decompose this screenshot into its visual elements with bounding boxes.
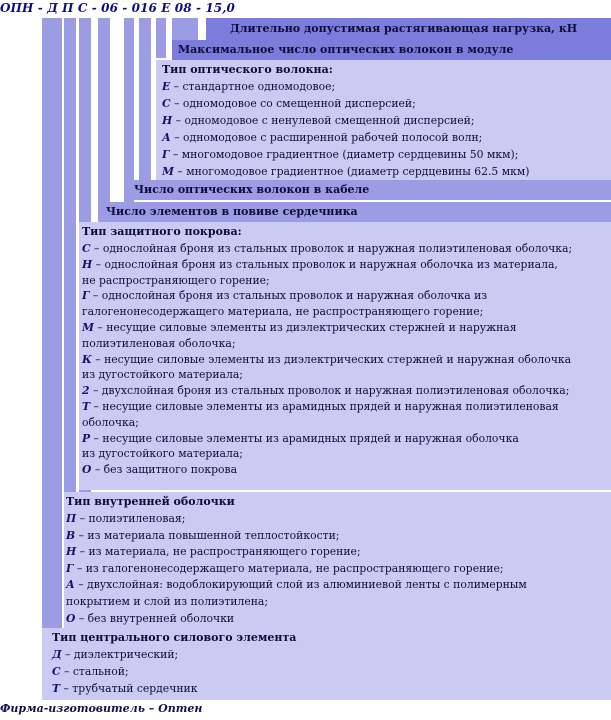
item-text: – полиэтиленовая; bbox=[76, 512, 186, 525]
core-elements-title: Число элементов в повиве сердечника bbox=[106, 205, 358, 218]
inner-sheath-item bbox=[66, 527, 339, 544]
item-text: – несущие силовые элементы из арамидных прядей и наружная оболочка bbox=[90, 431, 519, 445]
armor-item bbox=[82, 319, 517, 336]
item-text: – многомодовое градиентное (диаметр сердцевины 50 мкм); bbox=[169, 148, 519, 161]
fibers-in-cable-band bbox=[124, 180, 611, 200]
fiber-type-item bbox=[162, 146, 518, 163]
central-member-panel bbox=[42, 628, 611, 700]
guide-column-06 bbox=[124, 18, 134, 204]
fibers-in-cable-title: Число оптических волокон в кабеле bbox=[134, 183, 370, 196]
item-text: – одномодовое с ненулевой смещенной дисперсией; bbox=[172, 114, 475, 127]
item-key: 2 bbox=[82, 384, 90, 398]
item-continuation: полиэтиленовая оболочка; bbox=[82, 336, 236, 350]
central-member-item bbox=[52, 663, 129, 680]
item-continuation: из дугостойкого материала; bbox=[82, 447, 243, 461]
item-key: В bbox=[66, 528, 76, 542]
item-key: Г bbox=[82, 289, 90, 303]
tensile-load-band bbox=[206, 18, 611, 40]
guide-column-s bbox=[98, 18, 110, 222]
item-key: С bbox=[52, 665, 61, 678]
armor-panel bbox=[79, 222, 611, 490]
fiber-type-title: Тип оптического волокна: bbox=[162, 63, 333, 76]
guide-column-e bbox=[156, 18, 166, 58]
fibers-in-module-band bbox=[172, 40, 611, 60]
armor-item bbox=[82, 256, 558, 273]
item-text: – одномодовое со смещенной дисперсией; bbox=[170, 97, 416, 110]
fiber-type-item bbox=[162, 95, 416, 112]
item-key: А bbox=[66, 578, 75, 592]
guide-column-016 bbox=[139, 18, 151, 180]
item-continuation: оболочка; bbox=[82, 415, 139, 429]
item-key: П bbox=[66, 512, 77, 525]
item-continuation: из дугостойкого материала; bbox=[82, 368, 243, 382]
inner-sheath-item bbox=[66, 510, 185, 527]
item-key: Н bbox=[66, 545, 77, 559]
fiber-type-item bbox=[162, 129, 482, 146]
fibers-in-module-title: Максимальное число оптических волокон в модуле bbox=[178, 43, 514, 56]
manufacturer-line: Фирма-изготовитель – Оптен bbox=[0, 702, 203, 715]
fiber-type-item bbox=[162, 163, 530, 180]
item-text: – однослойная броня из стальных проволок и наружная полиэтиленовая оболочка; bbox=[90, 242, 573, 255]
item-text: – из материала повышенной теплостойкости; bbox=[75, 528, 340, 542]
item-key: А bbox=[162, 131, 171, 144]
guide-column-opn bbox=[42, 18, 62, 700]
fiber-type-item bbox=[162, 112, 474, 129]
fiber-type-item bbox=[162, 78, 335, 95]
item-text: – несущие силовые элементы из арамидных прядей и наружная полиэтиленовая bbox=[90, 400, 559, 413]
item-text: – без внутренней оболочки bbox=[75, 611, 235, 625]
central-member-title: Тип центрального силового элемента bbox=[52, 631, 297, 644]
item-key: Д bbox=[52, 648, 62, 661]
item-text: – одномодовое с расширенной рабочей полосой волн; bbox=[170, 131, 483, 144]
inner-sheath-item bbox=[66, 560, 504, 577]
inner-sheath-item bbox=[66, 610, 234, 627]
item-text: – несущие силовые элементы из диэлектрических стержней и наружная оболочка bbox=[91, 352, 572, 366]
inner-sheath-item bbox=[66, 576, 527, 593]
item-key: Т bbox=[52, 682, 61, 695]
item-text: – из галогенонесодержащего материала, не распространяющего горение; bbox=[73, 561, 504, 575]
armor-item bbox=[82, 351, 571, 368]
item-text: – однослойная броня из стальных проволок и наружная оболочка из bbox=[89, 289, 488, 303]
item-continuation: не распространяющего горение; bbox=[82, 273, 270, 287]
item-continuation: галогенонесодержащего материала, не распространяющего горение; bbox=[82, 305, 484, 319]
armor-item bbox=[82, 398, 559, 415]
item-text: – двухслойная броня из стальных проволок и наружная полиэтиленовая оболочка; bbox=[89, 384, 570, 398]
item-key: Т bbox=[82, 400, 91, 413]
fiber-type-panel bbox=[156, 60, 611, 180]
item-text: – трубчатый сердечник bbox=[60, 682, 198, 695]
armor-item bbox=[82, 461, 237, 478]
item-text: – многомодовое градиентное (диаметр сердцевины 62.5 мкм) bbox=[173, 165, 530, 178]
item-key: С bbox=[162, 97, 171, 110]
item-key: Р bbox=[82, 431, 91, 445]
central-member-item bbox=[52, 646, 178, 663]
armor-item bbox=[82, 287, 487, 304]
item-key: С bbox=[82, 242, 91, 255]
armor-item bbox=[82, 382, 569, 399]
item-key: Г bbox=[66, 561, 74, 575]
item-continuation: покрытием и слой из полиэтилена; bbox=[66, 595, 269, 608]
item-text: – из материала, не распространяющего горение; bbox=[76, 545, 361, 559]
item-key: Е bbox=[162, 80, 171, 93]
core-elements-band bbox=[98, 202, 611, 222]
item-key: О bbox=[82, 463, 92, 477]
item-text: – несущие силовые элементы из диэлектрических стержней и наружная bbox=[93, 321, 517, 334]
item-text: – стальной; bbox=[60, 665, 129, 678]
item-text: – без защитного покрова bbox=[91, 463, 238, 477]
inner-sheath-item bbox=[66, 543, 361, 560]
cable-code: ОПН - Д П С - 06 - 016 Е 08 - 15,0 bbox=[0, 1, 235, 15]
item-key: К bbox=[82, 352, 92, 366]
item-key: Г bbox=[162, 148, 170, 161]
item-key: Н bbox=[82, 257, 93, 271]
inner-sheath-panel bbox=[64, 492, 611, 628]
item-text: – однослойная броня из стальных проволок и наружная оболочка из материала, bbox=[92, 257, 558, 271]
armor-item bbox=[82, 430, 519, 447]
item-key: М bbox=[162, 165, 174, 178]
item-text: – диэлектрический; bbox=[61, 648, 179, 661]
guide-column-08 bbox=[172, 18, 198, 40]
item-key: О bbox=[66, 611, 76, 625]
inner-sheath-title: Тип внутренней оболочки bbox=[66, 495, 235, 508]
tensile-load-title: Длительно допустимая растягивающая нагрузка, кН bbox=[230, 22, 578, 35]
item-key: Н bbox=[162, 114, 173, 127]
item-key: М bbox=[82, 321, 94, 334]
item-text: – стандартное одномодовое; bbox=[170, 80, 336, 93]
armor-title: Тип защитного покрова: bbox=[82, 225, 242, 238]
armor-item bbox=[82, 240, 572, 257]
central-member-item bbox=[52, 680, 197, 697]
item-text: – двухслойная: водоблокирующий слой из алюминиевой ленты с полимерным bbox=[74, 578, 527, 592]
